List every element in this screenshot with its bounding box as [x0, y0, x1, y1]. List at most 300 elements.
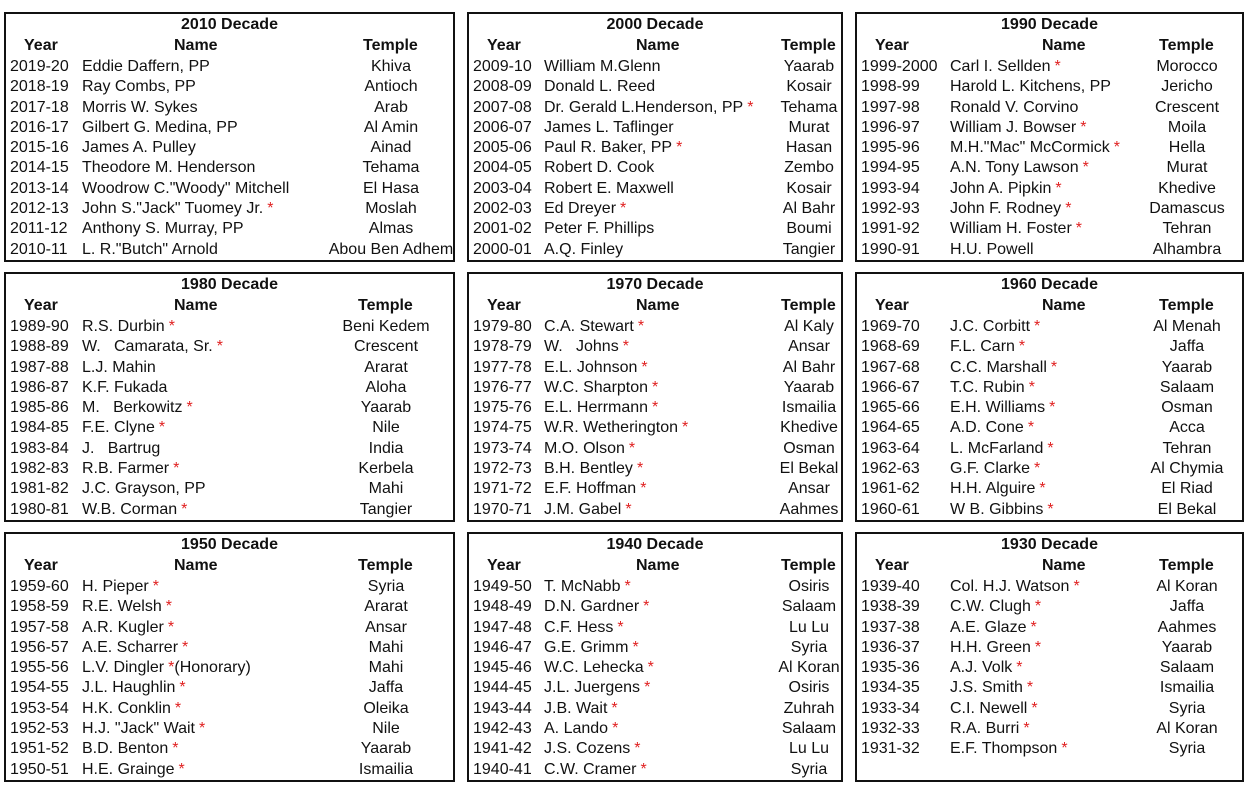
name-cell [950, 358, 1057, 378]
deceased-star-icon: * [182, 638, 189, 656]
name-text: T.C. Rubin [950, 378, 1025, 396]
year-cell: 1948-49 [473, 598, 532, 616]
name-text: K.F. Fukada [82, 378, 168, 396]
name-cell [82, 658, 251, 678]
year-cell: 1977-78 [473, 358, 532, 376]
deceased-star-icon: * [267, 200, 274, 218]
year-cell: 2000-01 [473, 240, 532, 258]
table-row [857, 317, 1242, 337]
year-header: Year [24, 557, 58, 574]
name-text: Dr. Gerald L.Henderson, PP [544, 98, 744, 116]
year-cell: 1935-36 [861, 659, 920, 677]
year-cell: 1992-93 [861, 200, 920, 218]
name-cell [544, 678, 650, 698]
name-cell [950, 378, 1035, 398]
table-row [857, 240, 1242, 260]
year-cell: 1968-69 [861, 338, 920, 356]
temple-cell: Al Koran [1156, 720, 1218, 738]
temple-cell: Tehran [1162, 220, 1212, 238]
table-row [6, 597, 453, 617]
name-cell [82, 418, 165, 438]
name-text: Woodrow C."Woody" Mitchell [82, 179, 290, 197]
name-cell [82, 398, 193, 418]
year-cell: 1949-50 [473, 578, 532, 595]
deceased-star-icon: * [1055, 179, 1062, 197]
temple-cell: Osman [783, 439, 835, 457]
temple-cell: Salaam [1159, 378, 1215, 396]
temple-cell: Ismailia [781, 399, 837, 417]
year-cell: 1932-33 [861, 720, 920, 738]
temple-cell: Crescent [1154, 98, 1220, 116]
name-text: Carl I. Sellden [950, 58, 1051, 75]
temple-cell: Tangier [782, 240, 836, 258]
table-row [857, 500, 1242, 520]
temple-cell: El Riad [1161, 480, 1213, 498]
year-cell: 2003-04 [473, 179, 532, 197]
name-text: C.W. Cramer [544, 760, 637, 778]
table-row [469, 378, 841, 398]
name-text: A.D. Cone [950, 419, 1024, 437]
year-cell: 1955-56 [10, 659, 69, 677]
table-row [6, 418, 453, 438]
temple-header: Temple [1159, 37, 1214, 54]
name-suffix: (Honorary) [174, 659, 251, 677]
name-cell [950, 597, 1041, 617]
deceased-star-icon: * [676, 139, 683, 157]
table-row [469, 760, 841, 780]
name-text: H.H. Green [950, 638, 1031, 656]
table-row [857, 179, 1242, 199]
deceased-star-icon: * [172, 740, 179, 758]
name-cell [544, 459, 643, 479]
year-cell: 1947-48 [473, 618, 532, 636]
table-row [6, 98, 453, 118]
temple-cell: Oleika [363, 699, 409, 717]
table-row [469, 678, 841, 698]
deceased-star-icon: * [644, 679, 651, 697]
temple-cell: Al Kaly [784, 318, 834, 335]
deceased-star-icon: * [647, 659, 654, 677]
table-row [469, 418, 841, 438]
name-text: Harold L. Kitchens, PP [950, 78, 1111, 96]
table-row [6, 57, 453, 77]
name-text: Ed Dreyer [544, 200, 617, 218]
year-cell: 2015-16 [10, 139, 69, 157]
table-row [6, 479, 453, 499]
name-text: J.M. Gabel [544, 500, 622, 518]
deceased-star-icon: * [622, 338, 629, 356]
year-header: Year [24, 297, 58, 314]
name-text: A.N. Tony Lawson [950, 159, 1079, 177]
temple-cell: Hasan [785, 139, 833, 157]
year-header: Year [875, 557, 909, 574]
temple-cell: Aloha [365, 378, 407, 396]
table-row [6, 760, 453, 780]
deceased-star-icon: * [1027, 419, 1035, 437]
table-row [469, 479, 841, 499]
table-row [469, 358, 841, 378]
name-text: Peter F. Phillips [544, 220, 655, 238]
name-text: A. Lando [544, 720, 609, 738]
table-row [6, 158, 453, 178]
name-text: Ronald V. Corvino [950, 98, 1079, 116]
name-cell [544, 98, 753, 118]
name-cell [544, 760, 647, 780]
temple-cell: Syria [367, 578, 405, 595]
name-text: C.W. Clugh [950, 598, 1031, 616]
deceased-star-icon: * [1080, 118, 1087, 136]
name-cell [544, 398, 658, 418]
temple-cell: Ararat [364, 598, 408, 616]
temple-cell: Tehama [780, 98, 838, 116]
name-text: W.B. Corman [82, 500, 178, 518]
year-cell: 1974-75 [473, 419, 532, 437]
name-cell [544, 479, 646, 499]
name-text: Theodore M. Henderson [82, 159, 256, 177]
temple-cell: Crescent [353, 338, 419, 356]
year-cell: 1983-84 [10, 439, 69, 457]
decade-box [4, 532, 455, 782]
deceased-star-icon: * [1075, 220, 1083, 238]
name-cell [82, 378, 167, 398]
year-header: Year [24, 37, 58, 54]
name-cell [950, 77, 1111, 97]
name-cell [82, 337, 223, 357]
table-row [857, 219, 1242, 239]
table-row [857, 98, 1242, 118]
temple-cell: Jericho [1161, 78, 1213, 96]
table-row [469, 138, 841, 158]
table-row [857, 378, 1242, 398]
decade-rows [857, 317, 1242, 520]
name-header: Name [636, 37, 680, 54]
year-cell: 1994-95 [861, 159, 920, 177]
temple-cell: Ismailia [1159, 679, 1215, 697]
table-row [857, 77, 1242, 97]
name-cell [950, 158, 1089, 178]
temple-cell: Al Koran [1156, 578, 1218, 595]
deceased-star-icon: * [1034, 460, 1041, 478]
name-text: J.C. Grayson, PP [82, 480, 206, 498]
table-row [857, 739, 1242, 759]
name-text: J.L. Juergens [544, 679, 641, 697]
table-row [6, 459, 453, 479]
name-header: Name [636, 557, 680, 574]
table-row [469, 179, 841, 199]
temple-cell: Khiva [370, 58, 412, 75]
year-cell: 2017-18 [10, 98, 69, 116]
temple-header: Temple [781, 297, 836, 314]
decade-box [467, 532, 843, 782]
name-text: Robert E. Maxwell [544, 179, 674, 197]
name-text: H.U. Powell [950, 240, 1034, 258]
name-cell [950, 337, 1025, 357]
temple-header: Temple [363, 37, 418, 54]
year-cell: 2001-02 [473, 220, 532, 238]
name-text: Robert D. Cook [544, 159, 655, 177]
name-text: J.L. Haughlin [82, 679, 176, 697]
deceased-star-icon: * [747, 98, 754, 116]
name-cell [544, 439, 635, 459]
table-row [6, 358, 453, 378]
name-text: H.E. Grainge [82, 760, 175, 778]
year-cell: 1952-53 [10, 720, 69, 738]
table-row [469, 77, 841, 97]
deceased-star-icon: * [625, 500, 632, 518]
year-cell: 1967-68 [861, 358, 920, 376]
name-text: B.D. Benton [82, 740, 169, 758]
table-row [6, 378, 453, 398]
name-cell [950, 57, 1061, 77]
year-cell: 1956-57 [10, 638, 69, 656]
temple-cell: Salaam [781, 598, 837, 616]
temple-cell: Al Koran [778, 659, 840, 677]
name-cell [544, 739, 641, 759]
name-cell [82, 138, 196, 158]
year-cell: 1960-61 [861, 500, 920, 518]
table-row [857, 418, 1242, 438]
year-cell: 1972-73 [473, 460, 532, 478]
temple-header: Temple [358, 297, 413, 314]
table-row [6, 739, 453, 759]
decade-rows [469, 577, 841, 780]
year-cell: 2012-13 [10, 200, 69, 218]
name-cell [544, 199, 626, 219]
name-cell [82, 158, 255, 178]
name-text: A.J. Volk [950, 659, 1013, 677]
deceased-star-icon: * [168, 318, 175, 335]
table-row [6, 439, 453, 459]
temple-cell: Ismailia [358, 760, 414, 778]
deceased-star-icon: * [632, 638, 639, 656]
name-cell [82, 739, 179, 759]
name-cell [544, 179, 674, 199]
name-text: D.N. Gardner [544, 598, 640, 616]
table-row [469, 219, 841, 239]
temple-cell: Yaarab [1161, 358, 1213, 376]
decade-rows [857, 57, 1242, 260]
temple-cell: Ainad [370, 139, 412, 157]
name-cell [82, 678, 186, 698]
year-cell: 2009-10 [473, 58, 532, 75]
temple-cell: Ararat [364, 358, 408, 376]
year-cell: 1945-46 [473, 659, 532, 677]
year-cell: 2004-05 [473, 159, 532, 177]
name-cell [82, 317, 175, 337]
temple-cell: Murat [788, 118, 830, 136]
year-cell: 1953-54 [10, 699, 69, 717]
year-cell: 2019-20 [10, 58, 69, 75]
name-cell [544, 118, 674, 138]
name-text: W.C. Lehecka [544, 659, 644, 677]
decade-title: 1970 Decade [606, 276, 704, 293]
table-row [6, 699, 453, 719]
year-cell: 1995-96 [861, 139, 920, 157]
table-row [469, 337, 841, 357]
name-cell [544, 358, 648, 378]
table-row [857, 57, 1242, 77]
year-cell: 2014-15 [10, 159, 69, 177]
temple-cell: Yaarab [360, 740, 412, 758]
temple-cell: Nile [372, 720, 400, 738]
name-text: W. Camarata, Sr. [82, 338, 213, 356]
deceased-star-icon: * [168, 659, 175, 677]
table-row [469, 158, 841, 178]
year-cell: 1964-65 [861, 419, 920, 437]
name-cell [544, 658, 654, 678]
decade-box [855, 272, 1244, 522]
temple-cell: Osman [1161, 399, 1213, 417]
table-row [6, 638, 453, 658]
name-text: M.O. Olson [544, 439, 625, 457]
name-cell [950, 500, 1054, 520]
deceased-star-icon: * [179, 679, 186, 697]
year-cell: 2006-07 [473, 118, 532, 136]
name-text: J. Bartrug [82, 439, 161, 457]
decade-title: 1930 Decade [1001, 536, 1098, 553]
deceased-star-icon: * [652, 378, 659, 396]
name-cell [544, 418, 688, 438]
year-cell: 2005-06 [473, 139, 532, 157]
deceased-star-icon: * [186, 399, 193, 417]
year-cell: 1943-44 [473, 699, 532, 717]
name-text: J.C. Corbitt [950, 318, 1031, 335]
decade-title: 1990 Decade [1001, 16, 1098, 33]
year-cell: 1957-58 [10, 618, 69, 636]
year-cell: 1990-91 [861, 240, 920, 258]
name-text: H.H. Alguire [950, 480, 1036, 498]
year-cell: 1975-76 [473, 399, 532, 417]
temple-cell: Acca [1169, 419, 1205, 437]
year-cell: 1991-92 [861, 220, 920, 238]
temple-cell: Syria [1168, 740, 1206, 758]
table-row [469, 618, 841, 638]
deceased-star-icon: * [216, 338, 223, 356]
year-cell: 1939-40 [861, 578, 920, 595]
temple-cell: Alhambra [1152, 240, 1222, 258]
name-text: A.Q. Finley [544, 240, 624, 258]
decade-rows [6, 577, 453, 780]
year-cell: 2016-17 [10, 118, 69, 136]
temple-cell: Morocco [1156, 58, 1218, 75]
name-cell [950, 577, 1080, 597]
name-text: R.A. Burri [950, 720, 1020, 738]
name-cell [950, 199, 1071, 219]
table-row [6, 337, 453, 357]
name-cell [950, 479, 1046, 499]
year-cell: 1954-55 [10, 679, 69, 697]
name-cell [544, 337, 629, 357]
deceased-star-icon: * [1054, 58, 1061, 75]
table-row [6, 658, 453, 678]
name-cell [82, 57, 210, 77]
name-text: C.A. Stewart [544, 318, 634, 335]
name-cell [82, 618, 174, 638]
table-row [857, 658, 1242, 678]
decade-title: 1960 Decade [1001, 276, 1098, 293]
table-row [857, 479, 1242, 499]
table-row [469, 199, 841, 219]
year-cell: 1978-79 [473, 338, 532, 356]
year-cell: 1934-35 [861, 679, 920, 697]
table-row [857, 678, 1242, 698]
name-cell [82, 719, 205, 739]
deceased-star-icon: * [1073, 578, 1080, 595]
name-cell [544, 57, 660, 77]
year-cell: 1961-62 [861, 480, 920, 498]
decade-title: 2000 Decade [606, 16, 704, 33]
name-text: Anthony S. Murray, PP [82, 220, 244, 238]
year-cell: 1963-64 [861, 439, 920, 457]
table-row [6, 240, 453, 260]
name-text: G.E. Grimm [544, 638, 629, 656]
name-text: L.J. Mahin [82, 358, 156, 376]
temple-cell: Al Menah [1153, 318, 1221, 335]
temple-cell: Hella [1168, 139, 1206, 157]
name-text: E.H. Williams [950, 399, 1046, 417]
table-row [469, 118, 841, 138]
name-cell [950, 658, 1022, 678]
decade-box [4, 272, 455, 522]
temple-cell: Murat [1166, 159, 1208, 177]
deceased-star-icon: * [1047, 439, 1054, 457]
name-text: Col. H.J. Watson [950, 578, 1070, 595]
name-cell [82, 638, 188, 658]
year-cell: 1996-97 [861, 118, 920, 136]
table-row [857, 138, 1242, 158]
table-row [6, 719, 453, 739]
year-cell: 1959-60 [10, 578, 69, 595]
temple-cell: Aahmes [779, 500, 839, 518]
name-cell [950, 219, 1082, 239]
year-header: Year [487, 557, 521, 574]
table-row [469, 317, 841, 337]
table-row [6, 317, 453, 337]
name-text: H.J. "Jack" Wait [82, 720, 195, 738]
deceased-star-icon: * [652, 399, 659, 417]
temple-cell: Damascus [1149, 200, 1225, 218]
temple-cell: Kerbela [358, 460, 414, 478]
temple-cell: Kosair [786, 179, 832, 197]
temple-cell: Salaam [1159, 659, 1215, 677]
name-text: W B. Gibbins [950, 500, 1044, 518]
name-text: John S."Jack" Tuomey Jr. [82, 200, 264, 218]
deceased-star-icon: * [173, 460, 180, 478]
name-cell [950, 678, 1033, 698]
table-row [857, 618, 1242, 638]
decade-rows [6, 317, 453, 520]
decade-title: 1950 Decade [181, 536, 278, 553]
deceased-star-icon: * [1050, 358, 1058, 376]
deceased-star-icon: * [611, 699, 618, 717]
deceased-star-icon: * [1026, 679, 1034, 697]
temple-cell: Tangier [359, 500, 413, 518]
deceased-star-icon: * [640, 480, 647, 498]
name-text: William J. Bowser [950, 118, 1077, 136]
name-text: E.L. Herrmann [544, 399, 649, 417]
name-text: E.F. Hoffman [544, 480, 637, 498]
deceased-star-icon: * [1016, 659, 1023, 677]
temple-cell: Syria [790, 638, 828, 656]
year-cell: 1936-37 [861, 638, 920, 656]
table-row [857, 459, 1242, 479]
name-cell [82, 179, 289, 199]
name-cell [82, 760, 185, 780]
year-cell: 1973-74 [473, 439, 532, 457]
name-cell [82, 358, 156, 378]
name-text: Donald L. Reed [544, 78, 656, 96]
name-text: E.L. Johnson [544, 358, 638, 376]
